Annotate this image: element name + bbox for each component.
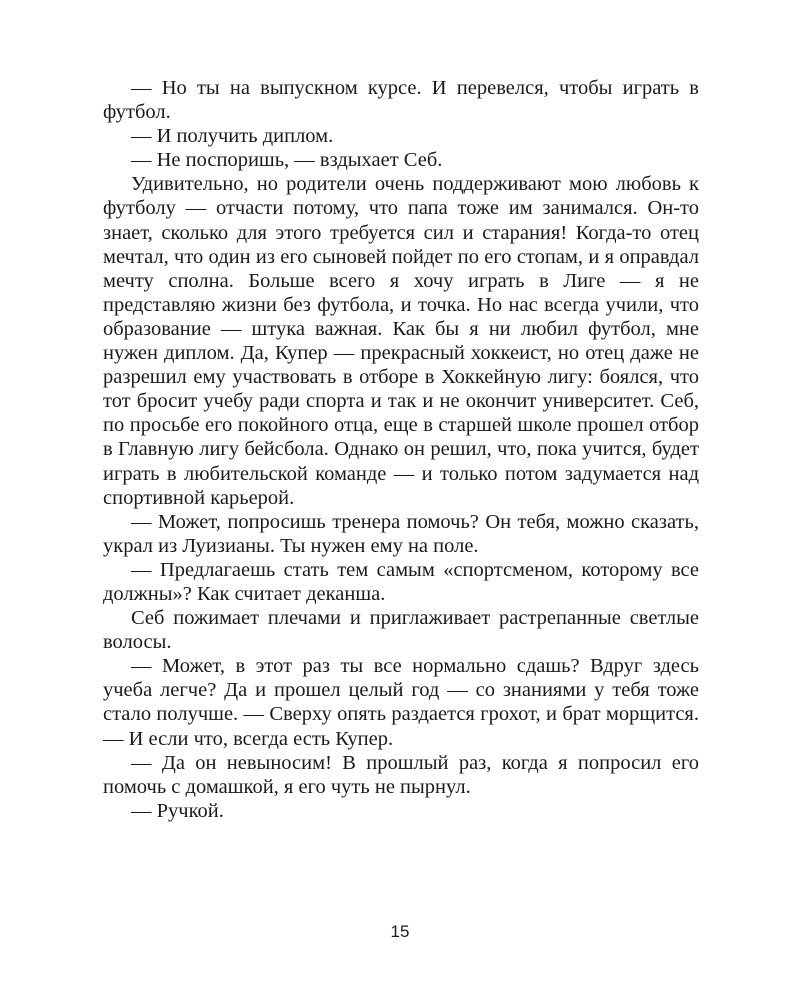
paragraph: Себ пожимает плечами и приглаживает растрепанные светлые волосы. [103, 607, 699, 654]
paragraph: — И получить диплом. [131, 125, 334, 148]
paragraph: — Не поспоришь, — вздыхает Себ. [131, 149, 443, 172]
paragraph: — Может, в этот раз ты все нормально сдашь? Вдруг здесь учеба легче? Да и прошел целый год — со знаниями у тебя тоже стало получше. — Сверху опять раздается грохот, и брат морщится. — И если что, всегда есть Купер. [103, 655, 699, 750]
page-number: 15 [390, 922, 410, 941]
body-text [103, 76, 699, 823]
paragraph: — Предлагаешь стать тем самым «спортсменом, которому все должны»? Как считает деканша. [103, 558, 699, 605]
paragraph: Удивительно, но родители очень поддерживают мою любовь к футболу — отчасти потому, что папа тоже им занимался. Он-то знает, сколько для этого требуется сил и старания! Когда-то отец мечтал, что один из его сыновей пойдет по его стопам, и я оправдал мечту сполна. Больше всего я хочу играть в Лиге — я не представляю жизни без футбола, и точка. Но нас всегда учили, что образование — штука важная. Как бы я ни любил футбол, мне нужен диплом. Да, Купер — прекрасный хоккеист, но отец даже не разрешил ему участвовать в отборе в Хоккейную лигу: боялся, что тот бросит учебу ради спорта и так и не окончит университет. Себ, по просьбе его покойного отца, еще в старшей школе прошел отбор в Главную лигу бейсбола. Однако он решил, что, пока учится, будет играть в любительской команде — и только потом задумается над спортивной карьерой. [103, 173, 699, 509]
paragraph: — Но ты на выпускном курсе. И перевелся, чтобы играть в футбол. [103, 77, 699, 124]
paragraph: — Да он невыносим! В прошлый раз, когда я попросил его помочь с домашкой, я его чуть не пырнул. [103, 751, 699, 798]
paragraph: — Может, попросишь тренера помочь? Он тебя, можно сказать, украл из Луизианы. Ты нужен ему на поле. [103, 510, 699, 557]
paragraph: — Ручкой. [131, 799, 224, 822]
